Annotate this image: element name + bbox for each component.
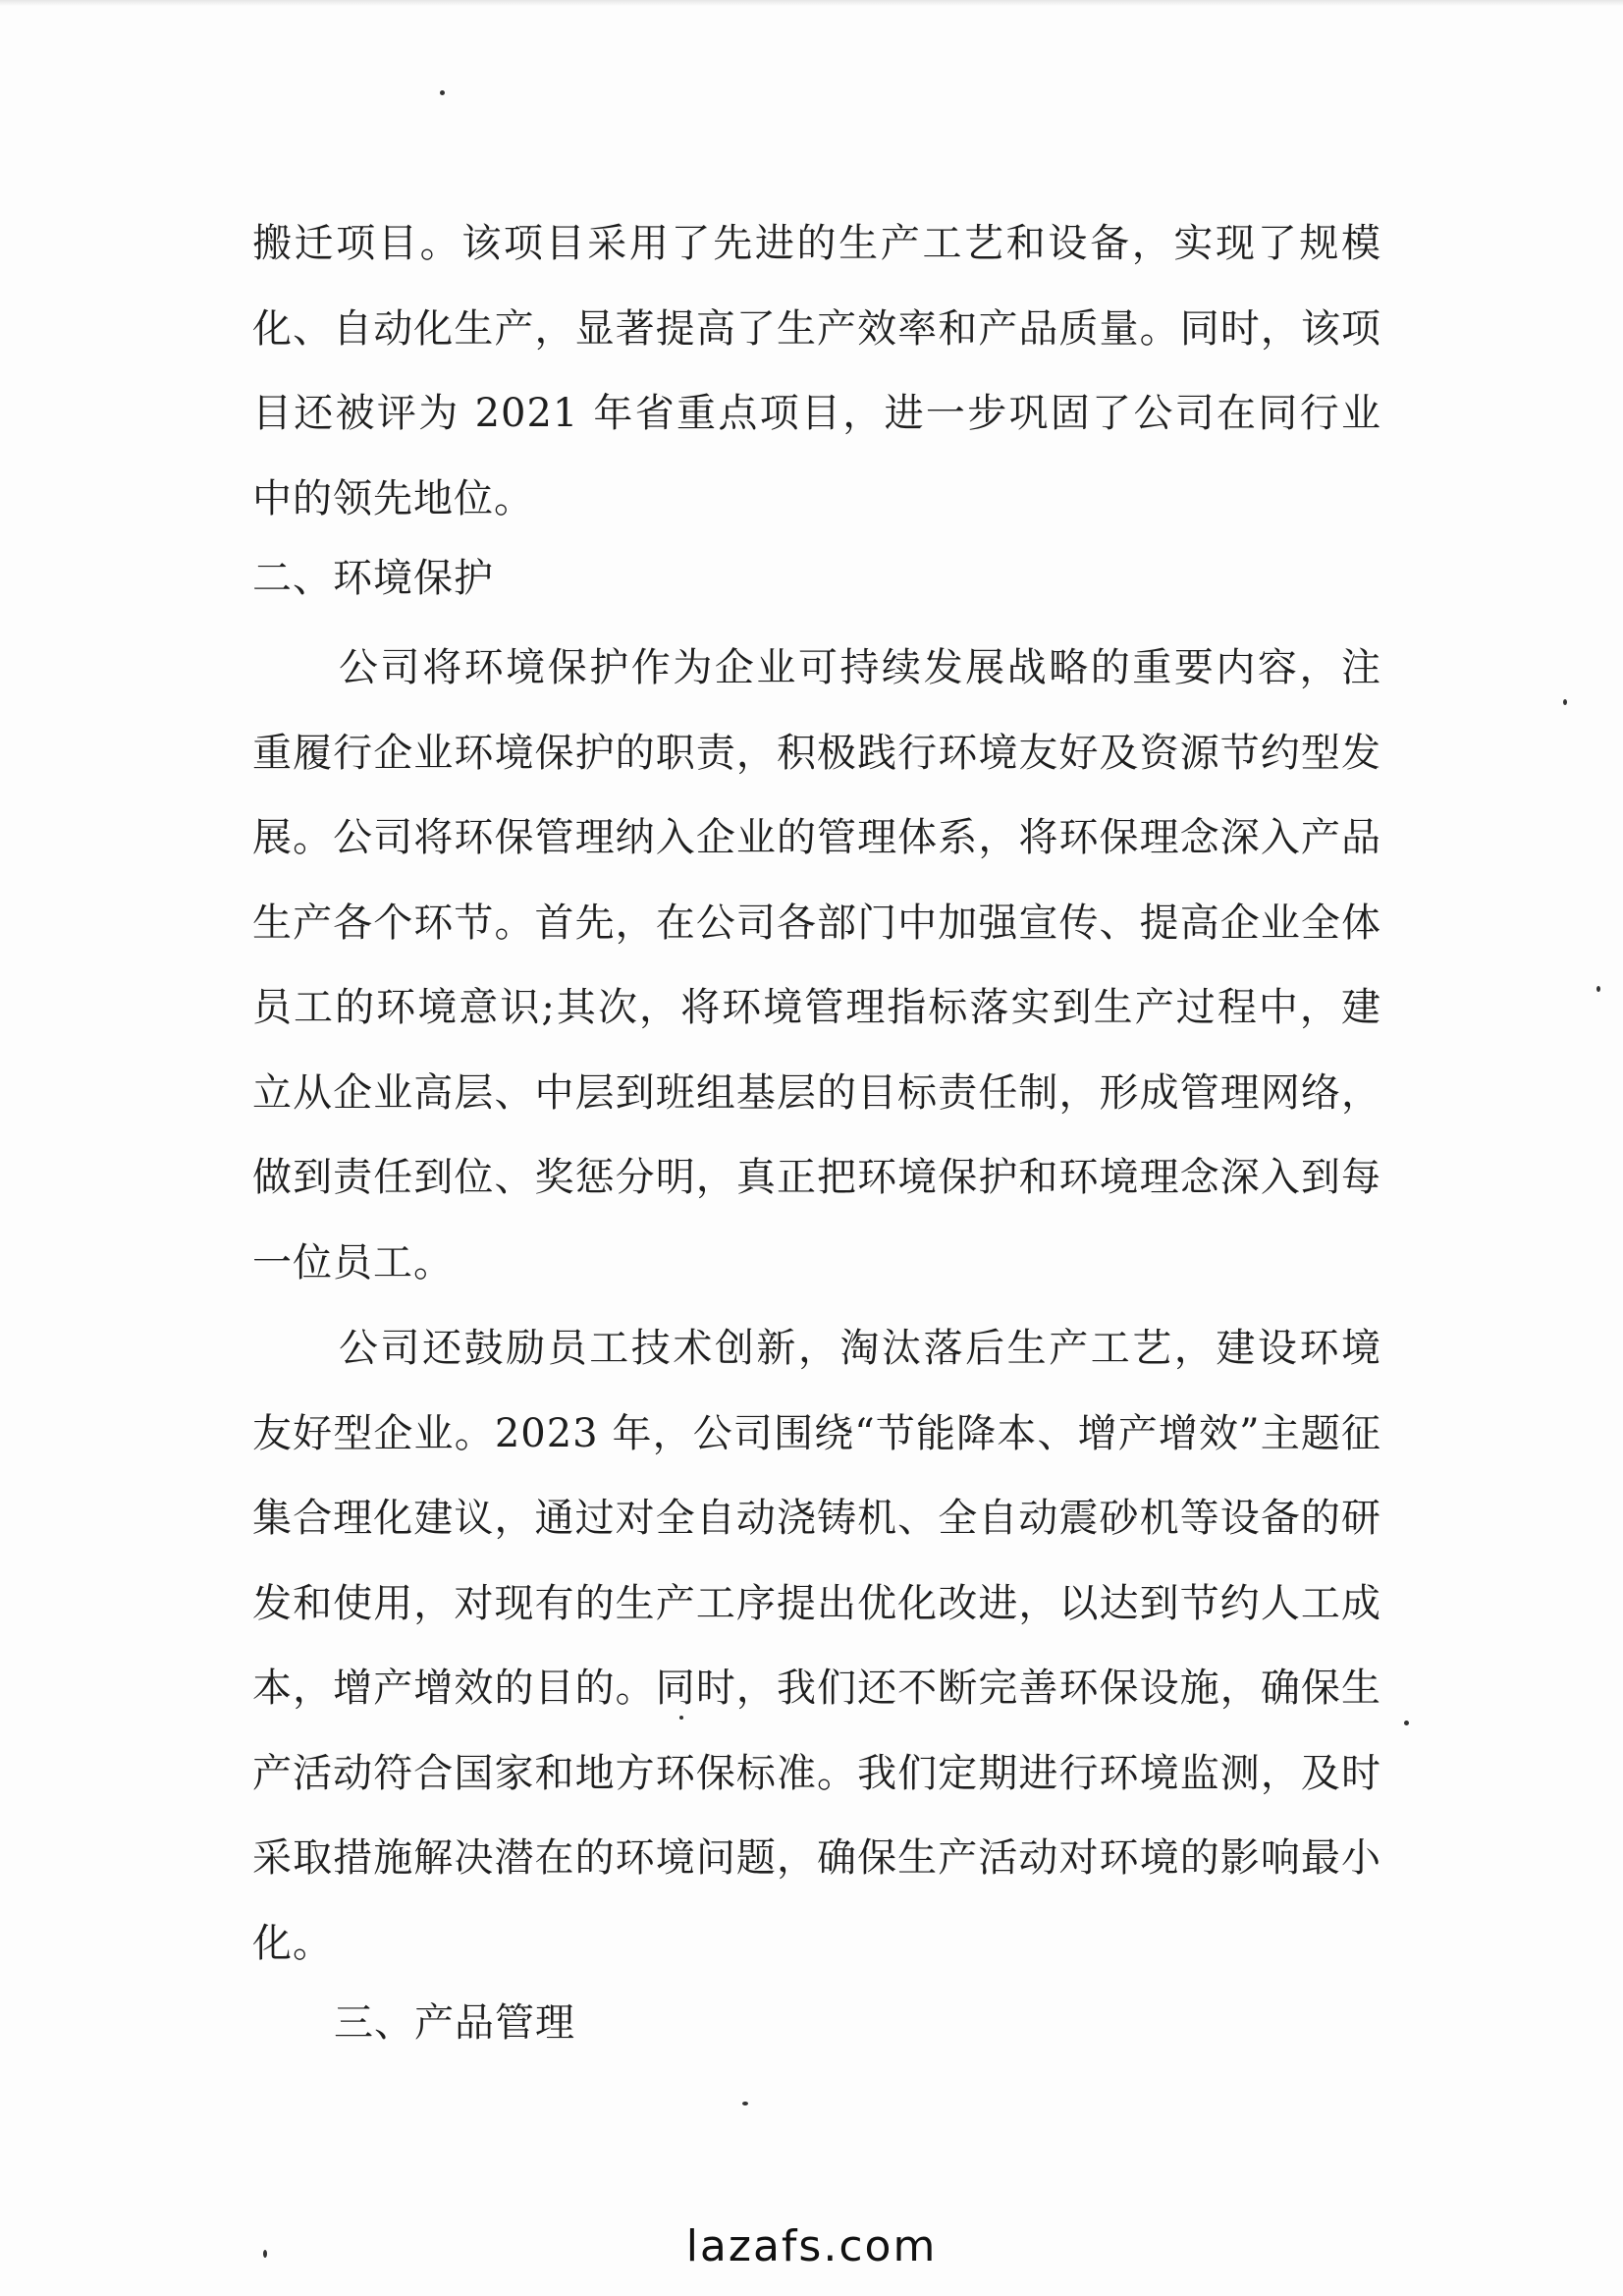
section-two-paragraph-1: 公司将环境保护作为企业可持续发展战略的重要内容，注重履行企业环境保护的职责，积极践行环境友好及资源节约型发展。公司将环保管理纳入企业的管理体系，将环保理念深入产品生产各个环节。首先，在公司各部门中加强宣传、提高企业全体员工的环境意识;其次，将环境管理指标落实到生产过程中，建立从企业高层、中层到班组基层的目标责任制，形成管理网络，做到责任到位、奖惩分明，真正把环境保护和环境理念深入到每一位员工。: [252, 645, 1381, 1285]
scan-speck: [742, 2102, 748, 2105]
watermark-text: lazafs.com: [685, 2221, 938, 2271]
scan-speck: [679, 1716, 683, 1720]
scan-speck: [1563, 699, 1567, 705]
section-two-heading: 二、环境保护: [252, 556, 494, 601]
section-two-block-1: [252, 626, 1381, 1305]
section-three-heading: 三、产品管理: [334, 2000, 575, 2046]
continuation-block: [252, 201, 1381, 541]
section-two-block-2: [252, 1306, 1381, 1986]
section-two-paragraph-2: 公司还鼓励员工技术创新，淘汰落后生产工艺，建设环境友好型企业。2023 年，公司围绕“节能降本、增产增效”主题征集合理化建议，通过对全自动浇铸机、全自动震砂机等设备的研发和使用，对现有的生产工序提出优化改进，以达到节约人工成本，增产增效的目的。同时，我们还不断完善环保设施，确保生产活动符合国家和地方环保标准。我们定期进行环境监测，及时采取措施解决潜在的环境问题，确保生产活动对环境的影响最小化。: [252, 1326, 1381, 1966]
scan-speck: [1596, 986, 1600, 992]
scan-speck: [440, 90, 445, 95]
scan-speck: [1404, 1721, 1409, 1725]
paragraph-continuation: 搬迁项目。该项目采用了先进的生产工艺和设备，实现了规模化、自动化生产，显著提高了生产效率和产品质量。同时，该项目还被评为 2021 年省重点项目，进一步巩固了公司在同行业中的领先地位。: [252, 221, 1381, 521]
scan-edge: [0, 0, 1623, 6]
